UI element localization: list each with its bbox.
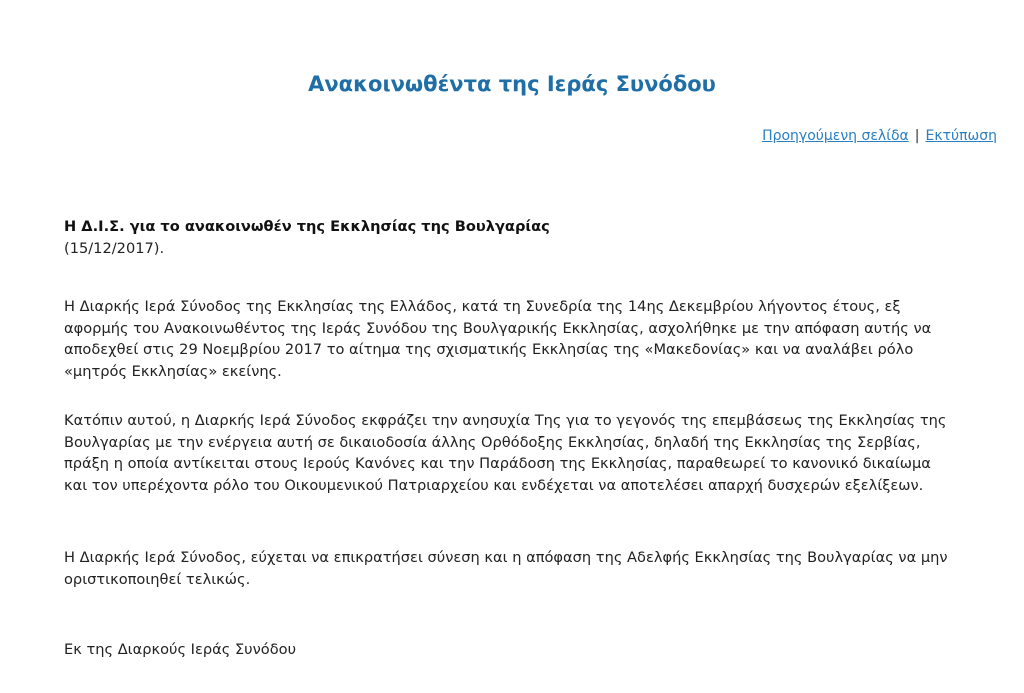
article-signature: Εκ της Διαρκούς Ιεράς Συνόδου: [64, 641, 297, 658]
page-nav: [762, 128, 997, 144]
article-heading: Η Δ.Ι.Σ. για το ανακοινωθέν της Εκκλησίας της Βουλγαρίας: [64, 218, 550, 235]
nav-separator: |: [914, 128, 920, 144]
previous-page-link[interactable]: Προηγούμενη σελίδα: [762, 128, 909, 144]
announcement-article: [64, 216, 964, 658]
article-paragraph: Η Διαρκής Ιερά Σύνοδος της Εκκλησίας της Ελλάδος, κατά τη Συνεδρία της 14ης Δεκεμβρίου λήγοντος έτους, εξ αφορμής του Ανακοινωθέντος της Ιεράς Συνόδου της Βουλγαρικής Εκκλησίας, ασχολήθηκε με την απόφαση αυτής να αποδεχθεί στις 29 Νοεμβρίου 2017 το αίτημα της σχισματικής Εκκλησίας της «Μακεδονίας» και να αναλάβει ρόλο «μητρός Εκκλησίας» εκείνης.: [64, 298, 932, 381]
article-date: (15/12/2017).: [64, 239, 165, 257]
page-title: Ανακοινωθέντα της Ιεράς Συνόδου: [308, 72, 716, 96]
article-paragraph: Κατόπιν αυτού, η Διαρκής Ιερά Σύνοδος εκφράζει την ανησυχία Της για το γεγονός της επεμβάσεως της Εκκλησίας της Βουλγαρίας με την ενέργεια αυτή σε δικαιοδοσία άλλης Ορθόδοξης Εκκλησίας, δηλαδή της Εκκλησίας της Σερβίας, πράξη η οποία αντίκειται στους Ιερούς Κανόνες και την Παράδοση της Εκκλησίας, παραθεωρεί το κανονικό δικαίωμα και τον υπερέχοντα ρόλο του Οικουμενικού Πατριαρχείου και ενδέχεται να αποτελέσει απαρχή δυσχερών εξελίξεων.: [64, 412, 947, 495]
print-link[interactable]: Εκτύπωση: [925, 128, 997, 144]
article-paragraph: Η Διαρκής Ιερά Σύνοδος, εύχεται να επικρατήσει σύνεση και η απόφαση της Αδελφής Εκκλησίας της Βουλγαρίας να μην οριστικοποιηθεί τελικώς.: [64, 549, 948, 588]
